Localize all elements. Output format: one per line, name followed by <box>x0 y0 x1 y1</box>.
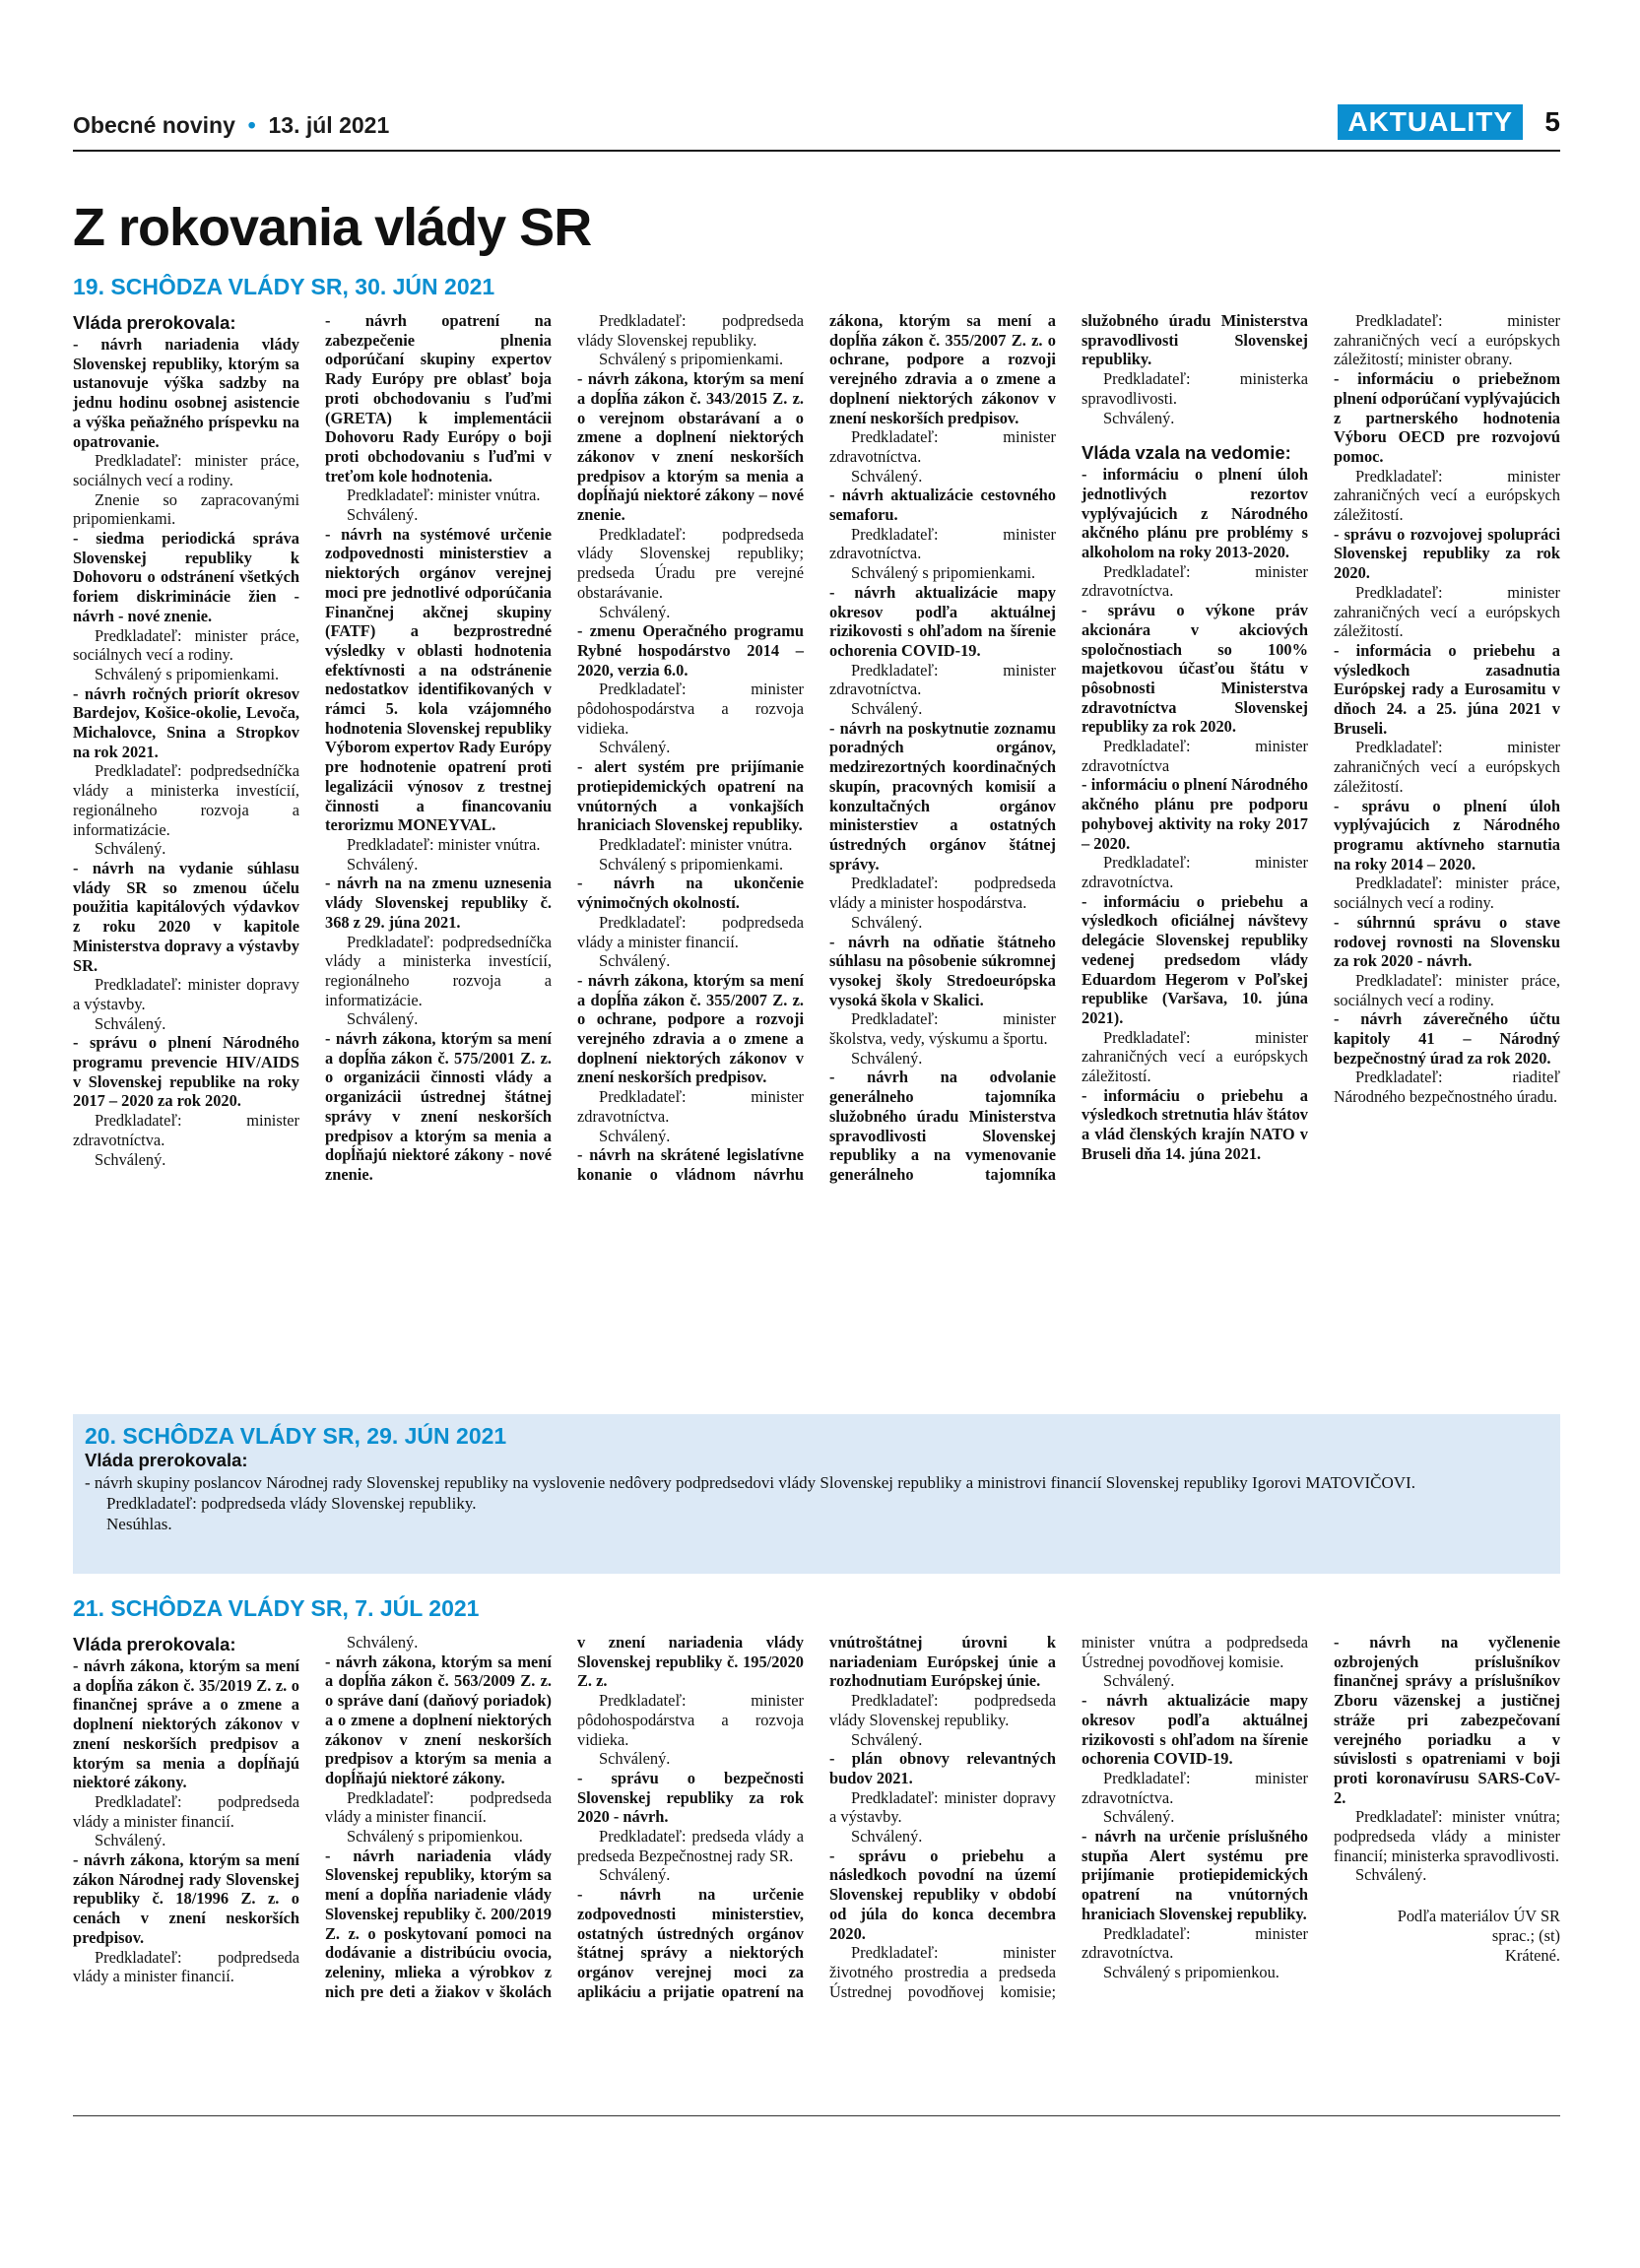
agenda-sponsor: Predkladateľ: minister vnútra. <box>599 834 793 854</box>
page-title: Z rokovania vlády SR <box>73 198 592 257</box>
agenda-sponsor: Predkladateľ: podpredsedníčka vlády a ministerka investícií, regionálneho rozvoja a informatizácie. <box>73 761 299 839</box>
session-19-columns <box>73 311 1560 1393</box>
separator-dot: • <box>241 112 263 138</box>
agenda-sponsor: Predkladateľ: minister zdravotníctva. <box>829 524 1056 563</box>
noted-sponsor: Predkladateľ: minister práce, sociálnych vecí a rodiny. <box>1334 970 1560 1009</box>
agenda-sponsor: Predkladateľ: podpredseda vlády a minister financií. <box>73 1947 299 1986</box>
agenda-sponsor: Predkladateľ: minister školstva, vedy, výskumu a športu. <box>829 1009 1056 1049</box>
noted-item: - informáciu o plnení úloh jednotlivých rezortov vyplývajúcich z Národného akčného plánu pre problémy s alkoholom na roky 2013-2020. <box>1082 465 1308 562</box>
agenda-item: - návrh ročných priorít okresov Bardejov, Košice-okolie, Levoča, Michalovce, Snina a Stropkov na rok 2021. <box>73 683 299 761</box>
session-19-heading: 19. SCHÔDZA VLÁDY SR, 30. JÚN 2021 <box>73 274 495 299</box>
session-21-heading: 21. SCHÔDZA VLÁDY SR, 7. JÚL 2021 <box>73 1595 480 1621</box>
agenda-item: - návrh na vydanie súhlasu vlády SR so zmenou účelu použitia kapitálových výdavkov z roku 2020 v kapitole Ministerstva dopravy a výstavby SR. <box>73 858 299 975</box>
session-20-sponsor: Predkladateľ: podpredseda vlády Slovenskej republiky. <box>106 1494 477 1513</box>
agenda-result: Schválený. <box>851 466 923 486</box>
noted-sponsor: Predkladateľ: minister zahraničných vecí a európskych záležitostí; minister obrany. <box>1334 311 1560 369</box>
agenda-item: - návrh na odvolanie generálneho tajomníka služobného úradu Ministerstva spravodlivosti Slovenskej republiky a na vymenovanie generálneho tajomníka služobného úradu Ministerstva spravodlivosti Slovenskej republiky. <box>829 311 1308 1184</box>
session-19-discussed-label: Vláda prerokovala: <box>73 312 236 333</box>
agenda-sponsor: Predkladateľ: minister dopravy a výstavby. <box>829 1787 1056 1827</box>
agenda-result: Schválený s pripomienkami. <box>851 563 1036 583</box>
session-20-box <box>73 1414 1560 1574</box>
session-19-noted-label: Vláda vzala na vedomie: <box>1082 442 1291 464</box>
agenda-item: - správu o bezpečnosti Slovenskej republiky za rok 2020 - návrh. <box>577 1768 804 1827</box>
agenda-result: Schválený s pripomienkami. <box>95 664 280 683</box>
agenda-sponsor: Predkladateľ: podpredsedníčka vlády a ministerka investícií, regionálneho rozvoja a informatizácie. <box>325 932 552 1009</box>
noted-sponsor: Predkladateľ: minister zahraničných vecí a európskych záležitostí. <box>1334 466 1560 525</box>
agenda-result: Schválený. <box>599 1749 671 1769</box>
agenda-result: Schválený. <box>851 699 923 719</box>
noted-item: - informáciu o priebehu a výsledkoch oficiálnej návštevy delegácie Slovenskej republiky vedenej predsedom vlády Eduardom Hegerom v Poľskej republike (Varšava, 10. júna 2021). <box>1082 891 1308 1027</box>
agenda-item: - návrh aktualizácie cestovného semaforu. <box>829 486 1056 525</box>
session-20-item: - návrh skupiny poslancov Národnej rady Slovenskej republiky na vyslovenie nedôvery podpredsedovi vlády Slovenskej republiky a ministrovi financií Slovenskej republiky Igorovi MATOVIČOVI. <box>85 1473 1415 1492</box>
agenda-sponsor: Predkladateľ: podpredseda vlády Slovenskej republiky. <box>829 1691 1056 1729</box>
agenda-result: Schválený. <box>851 1827 923 1847</box>
noted-sponsor: Predkladateľ: minister zdravotníctva. <box>1082 853 1308 891</box>
agenda-sponsor: Predkladateľ: minister pôdohospodárstva a rozvoja vidieka. <box>577 680 804 738</box>
agenda-result: Schválený. <box>1103 408 1175 427</box>
agenda-item: - návrh zákona, ktorým sa mení a dopĺňa zákon č. 355/2007 Z. z. o ochrane, podpore a rozvoji verejného zdravia a o zmene a doplnení niektorých zákonov v znení neskorších predpisov. <box>577 970 804 1087</box>
issue-date: 13. júl 2021 <box>268 112 390 138</box>
agenda-result: Schválený. <box>347 854 419 874</box>
noted-item: - správu o plnení úloh vyplývajúcich z Národného programu aktívneho starnutia na roky 2014 – 2020. <box>1334 796 1560 874</box>
noted-item: - správu o rozvojovej spolupráci Slovenskej republiky za rok 2020. <box>1334 524 1560 583</box>
noted-item: - súhrnnú správu o stave rodovej rovnosti na Slovensku za rok 2020 - návrh. <box>1334 912 1560 971</box>
publication-name: Obecné noviny <box>73 112 235 138</box>
noted-sponsor: Predkladateľ: minister zahraničných vecí a európskych záležitostí. <box>1082 1027 1308 1086</box>
agenda-item: - návrh na systémové určenie zodpovednosti ministerstiev a niektorých orgánov verejnej moci pre jednotlivé odporúčania Finančnej akčnej skupiny (FATF) a bezprostredné výsledky v oblasti hodnotenia efektívnosti a na odstránenie nedostatkov identifikovaných v rámci 5. kola vzájomného hodnotenia Slovenskej republiky Výborom expertov Rady Európy pre hodnotenie opatrení proti legalizácii výnosov z trestnej činnosti a financovaniu terorizmu MONEYVAL. <box>325 524 552 835</box>
agenda-result: Schválený. <box>347 505 419 525</box>
agenda-item: - návrh zákona, ktorým sa mení a dopĺňa zákon č. 563/2009 Z. z. o správe daní (daňový poriadok) a o zmene a doplnení niektorých zákonov v znení neskorších predpisov a ktorým sa menia a dopĺňajú niektoré zákony. <box>325 1652 552 1787</box>
session-21-columns <box>73 1633 1560 2096</box>
agenda-sponsor: Predkladateľ: podpredseda vlády a minister financií. <box>577 912 804 951</box>
agenda-sponsor: Predkladateľ: minister zdravotníctva. <box>1082 1923 1308 1963</box>
agenda-item: - plán obnovy relevantných budov 2021. <box>829 1749 1056 1787</box>
agenda-item: - návrh na na zmenu uznesenia vlády Slovenskej republiky č. 368 z 29. júna 2021. <box>325 874 552 932</box>
noted-item: - návrh záverečného účtu kapitoly 41 – Národný bezpečnostný úrad za rok 2020. <box>1334 1009 1560 1068</box>
agenda-sponsor: Predkladateľ: minister dopravy a výstavby. <box>73 975 299 1013</box>
agenda-item: - návrh opatrení na zabezpečenie plnenia odporúčaní skupiny expertov Rady Európy pre oblasť boja proti obchodovaniu s ľuďmi (GRETA) k implementácii Dohovoru Rady Európy o boji proti obchodovaniu s ľuďmi v treťom kole hodnotenia. <box>325 311 552 486</box>
agenda-item: - návrh zákona, ktorým sa mení a dopĺňa zákon č. 35/2019 Z. z. o finančnej správe a o zmene a doplnení niektorých zákonov v znení neskorších predpisov a ktorým sa menia a dopĺňajú niektoré zákony. <box>73 1656 299 1792</box>
agenda-item: - návrh na určenie zodpovednosti ministerstiev, ostatných ústredných orgánov štátnej správy a niektorých orgánov verejnej moci za aplikáciu a prijatie opatrení na vnútroštátnej úrovni k nariadeniam Európskej únie a rozhodnutiam Európskej únie. <box>577 1633 1056 2001</box>
agenda-item: - návrh na ukončenie výnimočných okolností. <box>577 874 804 913</box>
noted-item: - informácia o priebehu a výsledkoch zasadnutia Európskej rady a Eurosamitu v dňoch 24. a 25. júna 2021 v Bruseli. <box>1334 640 1560 738</box>
agenda-result: Schválený. <box>1103 1671 1175 1691</box>
agenda-result: Schválený. <box>347 1633 419 1652</box>
agenda-result: Znenie so zapracovanými pripomienkami. <box>73 489 299 529</box>
agenda-sponsor: Predkladateľ: minister životného prostredia a predseda Ústrednej povodňovej komisie; minister vnútra a podpredseda Ústrednej povodňovej komisie. <box>829 1633 1308 2001</box>
publication-line <box>73 112 389 139</box>
agenda-sponsor: Predkladateľ: predseda vlády a predseda Bezpečnostnej rady SR. <box>577 1827 804 1865</box>
agenda-result: Schválený. <box>95 1149 166 1169</box>
agenda-item: - návrh nariadenia vlády Slovenskej republiky, ktorým sa mení a dopĺňa nariadenie vlády Slovenskej republiky č. 200/2019 Z. z. o poskytovaní pomoci na dodávanie a distribúciu ovocia, zeleniny, mlieka a výrobkov z nich pre deti a žiakov v školách v znení nariadenia vlády Slovenskej republiky č. 195/2020 Z. z. <box>325 1633 804 2001</box>
noted-item: - informáciu o priebehu a výsledkoch stretnutia hláv štátov a vlád členských krajín NATO v Bruseli dňa 14. júna 2021. <box>1082 1085 1308 1163</box>
page-header <box>73 102 1560 152</box>
agenda-item: - alert systém pre prijímanie protiepidemických opatrení na vnútorných a vonkajších hraniciach Slovenskej republiky. <box>577 757 804 835</box>
agenda-sponsor: Predkladateľ: podpredseda vlády Slovenskej republiky. <box>577 311 804 350</box>
agenda-sponsor: Predkladateľ: podpredseda vlády a minister financií. <box>325 1787 552 1827</box>
agenda-sponsor: Predkladateľ: minister vnútra; podpredseda vlády a minister financií; ministerka spravodlivosti. <box>1334 1807 1560 1865</box>
agenda-sponsor: Predkladateľ: podpredseda vlády a minister financií. <box>73 1791 299 1831</box>
agenda-item: - návrh zákona, ktorým sa mení a dopĺňa zákon č. 343/2015 Z. z. o verejnom obstarávaní a o zmene a doplnení niektorých zákonov v znení neskorších predpisov a ktorým sa menia a dopĺňajú niektoré zákony – nové znenie. <box>577 369 804 525</box>
noted-sponsor: Predkladateľ: minister práce, sociálnych vecí a rodiny. <box>1334 874 1560 913</box>
bottom-rule <box>73 2115 1560 2116</box>
agenda-item: - návrh na skrátené legislatívne konanie o vládnom návrhu zákona, ktorým sa mení a dopĺňa zákon č. 355/2007 Z. z. o ochrane, podpore a rozvoji verejného zdravia a o zmene a doplnení niektorých zákonov v znení neskorších predpisov. <box>577 311 1056 1184</box>
agenda-sponsor: Predkladateľ: minister zdravotníctva. <box>829 660 1056 699</box>
agenda-item: - návrh aktualizácie mapy okresov podľa aktuálnej rizikovosti s ohľadom na šírenie ochorenia COVID-19. <box>829 582 1056 660</box>
agenda-sponsor: Predkladateľ: minister vnútra. <box>347 486 541 505</box>
agenda-item: - návrh zákona, ktorým sa mení zákon Národnej rady Slovenskej republiky č. 18/1996 Z. z. o cenách v znení neskorších predpisov. <box>73 1850 299 1947</box>
agenda-sponsor: Predkladateľ: minister vnútra. <box>347 834 541 854</box>
session-20-heading: 20. SCHÔDZA VLÁDY SR, 29. JÚN 2021 <box>85 1423 507 1449</box>
agenda-sponsor: Predkladateľ: minister zdravotníctva. <box>829 427 1056 466</box>
agenda-sponsor: Predkladateľ: minister práce, sociálnych vecí a rodiny. <box>73 451 299 489</box>
session-20-result: Nesúhlas. <box>106 1515 172 1533</box>
noted-sponsor: Predkladateľ: minister zdravotníctva. <box>1082 561 1308 601</box>
agenda-sponsor: Predkladateľ: podpredseda vlády Slovenskej republiky; predseda Úradu pre verejné obstarávanie. <box>577 524 804 602</box>
section-label: AKTUALITY <box>1338 104 1523 140</box>
agenda-result: Schválený. <box>95 839 166 859</box>
agenda-sponsor: Predkladateľ: minister práce, sociálnych vecí a rodiny. <box>73 625 299 665</box>
noted-sponsor: Predkladateľ: minister zahraničných vecí a európskych záležitostí. <box>1334 582 1560 641</box>
source-note: Podľa materiálov ÚV SR <box>1397 1907 1560 1926</box>
session-20-discussed-label: Vláda prerokovala: <box>85 1450 248 1470</box>
agenda-item: - návrh nariadenia vlády Slovenskej republiky, ktorým sa ustanovuje výška sadzby na jednu hodinu osobnej asistencie a výška peňažného príspevku na opatrovanie. <box>73 335 299 451</box>
agenda-result: Schválený. <box>851 1729 923 1749</box>
agenda-item: - návrh na poskytnutie zoznamu poradných orgánov, medzirezortných koordinačných skupín, pracovných komisií a konzultačných orgánov ministerstiev a ostatných ústredných orgánov štátnej správy. <box>829 718 1056 874</box>
agenda-result: Schválený. <box>1103 1807 1175 1827</box>
agenda-result: Schválený. <box>599 1865 671 1885</box>
prepared-by: sprac.; (st) <box>1491 1925 1560 1945</box>
agenda-sponsor: Predkladateľ: minister pôdohospodárstva a rozvoja vidieka. <box>577 1691 804 1749</box>
agenda-item: - zmenu Operačného programu Rybné hospodárstvo 2014 – 2020, verzia 6.0. <box>577 621 804 680</box>
noted-item: - informáciu o priebežnom plnení odporúčaní vyplývajúcich z partnerského hodnotenia Výboru OECD pre rozvojovú pomoc. <box>1334 369 1560 466</box>
agenda-sponsor: Predkladateľ: ministerka spravodlivosti. <box>1082 369 1308 408</box>
agenda-result: Schválený. <box>599 951 671 971</box>
agenda-result: Schválený. <box>1355 1865 1427 1885</box>
agenda-result: Schválený s pripomienkou. <box>347 1827 523 1847</box>
agenda-result: Schválený. <box>851 912 923 932</box>
agenda-sponsor: Predkladateľ: podpredseda vlády a minister hospodárstva. <box>829 874 1056 913</box>
agenda-item: - návrh na určenie príslušného stupňa Alert systému pre prijímanie protiepidemických opatrení na vnútorných hraniciach Slovenskej republiky. <box>1082 1827 1308 1923</box>
agenda-result: Schválený s pripomienkou. <box>1103 1962 1279 1981</box>
agenda-item: - návrh na odňatie štátneho súhlasu na pôsobenie súkromnej vysokej školy Stredoeurópska vysoká škola v Skalici. <box>829 932 1056 1009</box>
agenda-result: Schválený s pripomienkami. <box>599 350 784 369</box>
page-number: 5 <box>1544 106 1560 137</box>
noted-item: - informáciu o plnení Národného akčného plánu pre podporu pohybovej aktivity na roky 2017 – 2020. <box>1082 775 1308 853</box>
agenda-result: Schválený. <box>599 1126 671 1145</box>
agenda-result: Schválený. <box>599 602 671 621</box>
agenda-item: - návrh aktualizácie mapy okresov podľa aktuálnej rizikovosti s ohľadom na šírenie ochorenia COVID-19. <box>1082 1691 1308 1769</box>
agenda-result: Schválený. <box>95 1831 166 1850</box>
agenda-result: Schválený. <box>95 1013 166 1033</box>
shortened-note: Krátené. <box>1505 1945 1560 1965</box>
agenda-result: Schválený s pripomienkami. <box>599 854 784 874</box>
agenda-sponsor: Predkladateľ: minister zdravotníctva. <box>1082 1768 1308 1807</box>
agenda-item: - správu o priebehu a následkoch povodní na území Slovenskej republiky v období od júla do konca decembra 2020. <box>829 1846 1056 1943</box>
agenda-result: Schválený. <box>599 738 671 757</box>
noted-item: - správu o výkone práv akcionára v akciových spoločnostiach so 100% majetkovou účasťou štátu v pôsobnosti Ministerstva zdravotníctva Slovenskej republiky za rok 2020. <box>1082 601 1308 737</box>
noted-sponsor: Predkladateľ: riaditeľ Národného bezpečnostného úradu. <box>1334 1068 1560 1107</box>
agenda-result: Schválený. <box>347 1009 419 1029</box>
agenda-item: - návrh na vyčlenenie ozbrojených príslušníkov finančnej správy a príslušníkov Zboru väzenskej a justičnej stráže pri zabezpečovaní verejného poriadku a v súvislosti s opatreniami v boji proti koronavírusu SARS-CoV-2. <box>1334 1633 1560 1807</box>
agenda-sponsor: Predkladateľ: minister zdravotníctva. <box>577 1087 804 1126</box>
agenda-item: - siedma periodická správa Slovenskej republiky k Dohovoru o odstránení všetkých foriem diskriminácie žien - návrh - nové znenie. <box>73 529 299 625</box>
agenda-item: - návrh zákona, ktorým sa mení a dopĺňa zákon č. 575/2001 Z. z. o organizácii činnosti vlády a organizácii ústrednej štátnej správy v znení neskorších predpisov a ktorým sa menia a dopĺňajú niektoré zákony - nové znenie. <box>325 1029 552 1184</box>
agenda-result: Schválený. <box>851 1048 923 1068</box>
agenda-sponsor: Predkladateľ: minister zdravotníctva. <box>73 1111 299 1149</box>
noted-sponsor: Predkladateľ: minister zahraničných vecí a európskych záležitostí. <box>1334 738 1560 796</box>
noted-sponsor: Predkladateľ: minister zdravotníctva <box>1082 737 1308 775</box>
agenda-item: - správu o plnení Národného programu prevencie HIV/AIDS v Slovenskej republike na roky 2017 – 2020 za rok 2020. <box>73 1033 299 1111</box>
session-21-discussed-label: Vláda prerokovala: <box>73 1634 236 1654</box>
